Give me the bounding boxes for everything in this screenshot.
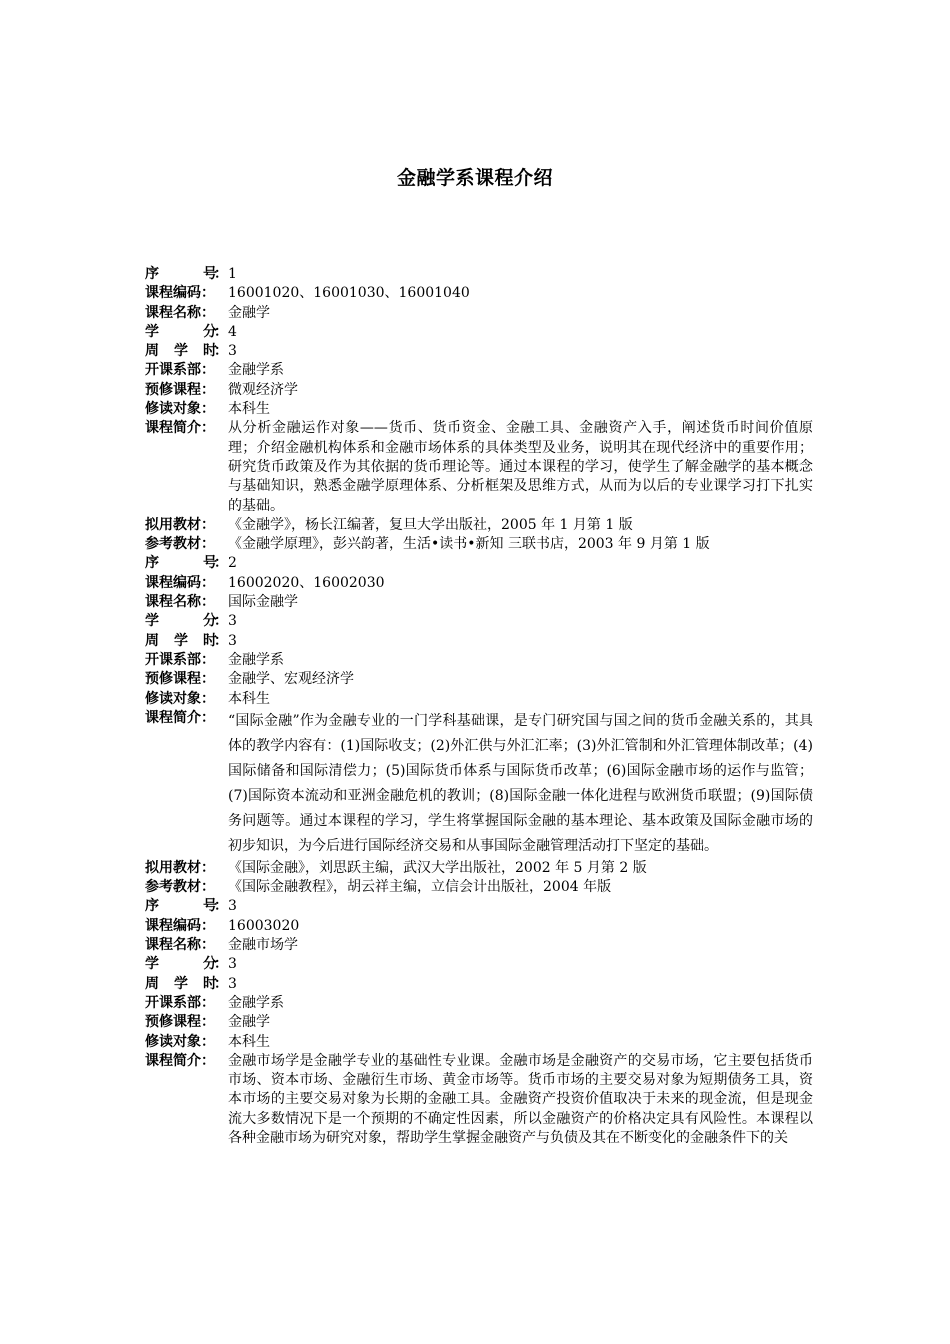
name-label: 课程名称：: [145, 594, 215, 611]
course-3-seq-row: [145, 897, 813, 916]
course-3-credit-row: [145, 955, 813, 974]
course-3-intro-row: [145, 1052, 813, 1148]
course-1-name-row: [145, 304, 813, 323]
course-1-seq-row: [145, 265, 813, 284]
course-2-code-row: [145, 574, 813, 593]
course-code: 16003020: [228, 917, 300, 934]
course-1-code-row: [145, 284, 813, 303]
audience-label: 修读对象：: [145, 1033, 215, 1050]
course-seq: 2: [228, 555, 237, 572]
course-credit: 3: [228, 613, 237, 630]
dept-label: 开课系部：: [145, 651, 215, 668]
audience-label: 修读对象：: [145, 401, 215, 418]
intro-label: 课程简介：: [145, 420, 215, 437]
dept-label: 开课系部：: [145, 994, 215, 1011]
credit-label: 学 分 ：: [145, 323, 228, 340]
seq-label: 序 号 ：: [145, 898, 228, 915]
course-2-textbook-row: [145, 859, 813, 878]
hours-label: 周 学 时 ：: [145, 975, 228, 992]
code-label: 课程编码：: [145, 285, 215, 302]
course-2-reference-row: [145, 878, 813, 897]
course-textbook: 《金融学》，杨长江编著，复旦大学出版社，2005 年 1 月第 1 版: [228, 516, 633, 533]
audience-label: 修读对象：: [145, 690, 215, 707]
seq-label: 序 号 ：: [145, 555, 228, 572]
hours-label: 周 学 时 ：: [145, 343, 228, 360]
prereq-label: 预修课程：: [145, 381, 215, 398]
course-intro: 金融市场学是金融学专业的基础性专业课。金融市场是金融资产的交易市场，它主要包括货币市场、资本市场、金融衍生市场、黄金市场等。货币市场的主要交易对象为短期债务工具，资本市场的主要交易对象为长期的金融工具。金融资产投资价值取决于未来的现金流，但是现金流大多数情况下是一个预期的不确定性因素，所以金融资产的价格决定具有风险性。本课程以各种金融市场为研究对象，帮助学生掌握金融资产与负债及其在不断变化的金融条件下的关: [228, 1052, 813, 1146]
course-audience: 本科生: [228, 1033, 270, 1050]
course-dept: 金融学系: [228, 651, 284, 668]
course-2-seq-row: [145, 554, 813, 573]
course-3-dept-row: [145, 994, 813, 1013]
course-3-audience-row: [145, 1033, 813, 1052]
course-seq: 1: [228, 266, 237, 282]
credit-label: 学 分 ：: [145, 956, 228, 973]
course-name: 金融市场学: [228, 937, 298, 954]
course-code: 16002020、16002030: [228, 574, 385, 591]
course-dept: 金融学系: [228, 362, 284, 379]
course-1-audience-row: [145, 400, 813, 419]
course-2-dept-row: [145, 651, 813, 670]
course-2-name-row: [145, 593, 813, 612]
course-2-prereq-row: [145, 670, 813, 689]
course-2-intro-row: [145, 709, 813, 859]
course-1-prereq-row: [145, 381, 813, 400]
page-title: 金融学系课程介绍: [396, 167, 553, 189]
hours-label: 周 学 时 ：: [145, 632, 228, 649]
code-label: 课程编码：: [145, 917, 215, 934]
course-prereq: 金融学、宏观经济学: [228, 671, 354, 688]
course-name: 金融学: [228, 304, 270, 321]
course-1-credit-row: [145, 323, 813, 342]
course-audience: 本科生: [228, 690, 270, 707]
course-intro: “国际金融”作为金融专业的一门学科基础课，是专门研究国与国之间的货币金融关系的，其具体的教学内容有：(1)国际收支；(2)外汇供与外汇汇率；(3)外汇管制和外汇管理体制改革；(4)国际储备和国际清偿力；(5)国际货币体系与国际货币改革；(6)国际金融市场的运作与监管；(7)国际资本流动和亚洲金融危机的教训；(8)国际金融一体化进程与欧洲货币联盟；(9)国际债务问题等。通过本课程的学习，学生将掌握国际金融的基本理论、基本政策及国际金融市场的初步知识，为今后进行国际经济交易和从事国际金融管理活动打下坚定的基础。: [228, 712, 813, 854]
course-3-prereq-row: [145, 1013, 813, 1032]
course-dept: 金融学系: [228, 994, 284, 1011]
course-3-code-row: [145, 917, 813, 936]
course-name: 国际金融学: [228, 594, 298, 611]
course-credit: 3: [228, 956, 237, 973]
course-intro: 从分析金融运作对象——货币、货币资金、金融工具、金融资产入手，阐述货币时间价值原理；介绍金融机构体系和金融市场体系的具体类型及业务，说明其在现代经济中的重要作用；研究货币政策及作为其依据的货币理论等。通过本课程的学习，使学生了解金融学的基本概念与基础知识，熟悉金融学原理体系、分析框架及思维方式，从而为以后的专业课学习打下扎实的基础。: [228, 420, 813, 514]
textbook-label: 拟用教材：: [145, 516, 215, 533]
course-3-name-row: [145, 936, 813, 955]
course-1-dept-row: [145, 361, 813, 380]
reference-label: 参考教材：: [145, 879, 215, 896]
prereq-label: 预修课程：: [145, 671, 215, 688]
course-audience: 本科生: [228, 401, 270, 418]
course-hours: 3: [228, 632, 237, 649]
course-1-hours-row: [145, 342, 813, 361]
course-2-hours-row: [145, 632, 813, 651]
dept-label: 开课系部：: [145, 362, 215, 379]
seq-label: 序 号 ：: [145, 266, 228, 282]
prereq-label: 预修课程：: [145, 1014, 215, 1031]
course-2-credit-row: [145, 612, 813, 631]
textbook-label: 拟用教材：: [145, 859, 215, 876]
course-prereq: 金融学: [228, 1014, 270, 1031]
code-label: 课程编码：: [145, 574, 215, 591]
course-1-textbook-row: [145, 516, 813, 535]
course-1-intro-row: [145, 419, 813, 515]
name-label: 课程名称：: [145, 304, 215, 321]
reference-label: 参考教材：: [145, 536, 215, 553]
course-2-audience-row: [145, 690, 813, 709]
credit-label: 学 分 ：: [145, 613, 228, 630]
course-seq: 3: [228, 898, 237, 915]
intro-label: 课程简介：: [145, 1052, 215, 1069]
course-3-hours-row: [145, 975, 813, 994]
course-textbook: 《国际金融》，刘思跃主编，武汉大学出版社，2002 年 5 月第 2 版: [228, 859, 647, 876]
course-reference: 《金融学原理》，彭兴韵著，生活•读书•新知 三联书店，2003 年 9 月第 1 版: [228, 536, 710, 553]
course-list: [145, 265, 813, 1148]
course-1-reference-row: [145, 535, 813, 554]
intro-label: 课程简介：: [145, 709, 215, 726]
course-code: 16001020、16001030、16001040: [228, 285, 470, 302]
course-credit: 4: [228, 323, 237, 340]
course-reference: 《国际金融教程》，胡云祥主编，立信会计出版社，2004 年版: [228, 879, 612, 896]
name-label: 课程名称：: [145, 937, 215, 954]
course-prereq: 微观经济学: [228, 381, 298, 398]
course-hours: 3: [228, 343, 237, 360]
course-hours: 3: [228, 975, 237, 992]
